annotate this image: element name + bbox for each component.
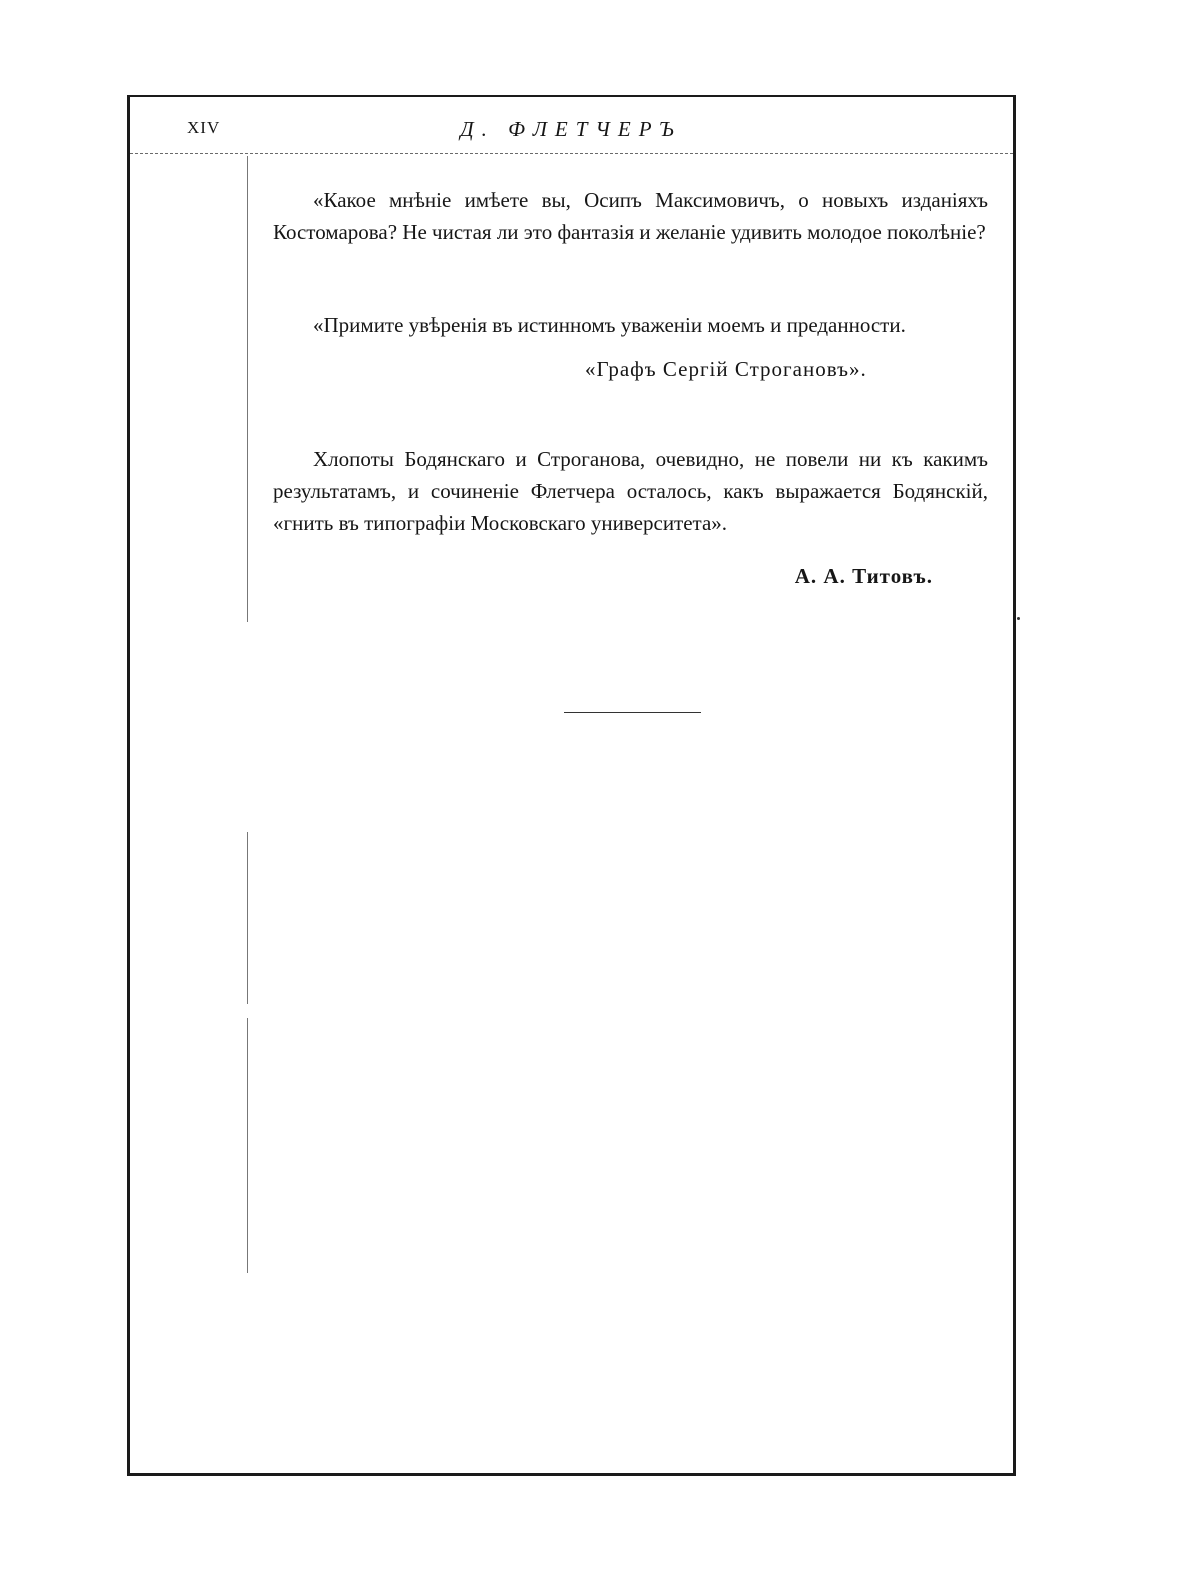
letter-body-paragraph: «Какое мнѣніе имѣете вы, Осипъ Максимовичъ, о новыхъ изданіяхъ Костомарова? Не чистая ли это фантазія и желаніе удивить молодое поколѣніе? (273, 188, 988, 244)
letter-closing (273, 309, 988, 341)
margin-rule (247, 832, 248, 1004)
letter-closing-paragraph: «Примите увѣренія въ истинномъ уваженіи моемъ и преданности. (313, 313, 906, 337)
header-rule (130, 153, 1013, 154)
running-title: Д. ФЛЕТЧЕРЪ (460, 117, 682, 141)
author-signature: А. А. Титовъ. (794, 564, 933, 588)
letter-body (273, 184, 988, 248)
page-frame (127, 95, 1016, 1476)
margin-rule (247, 156, 248, 622)
page-number: XIV (187, 118, 221, 137)
edge-mark (1017, 617, 1020, 620)
end-rule (564, 712, 701, 713)
letter-signature: «Графъ Сергій Строгановъ». (585, 357, 867, 381)
commentary (273, 443, 988, 539)
commentary-paragraph: Хлопоты Бодянскаго и Строганова, очевидно, не повели ни къ какимъ результатамъ, и сочиненіе Флетчера осталось, какъ выражается Бодянскій, «гнить въ типографіи Московскаго университета». (273, 447, 988, 535)
margin-rule (247, 1018, 248, 1273)
